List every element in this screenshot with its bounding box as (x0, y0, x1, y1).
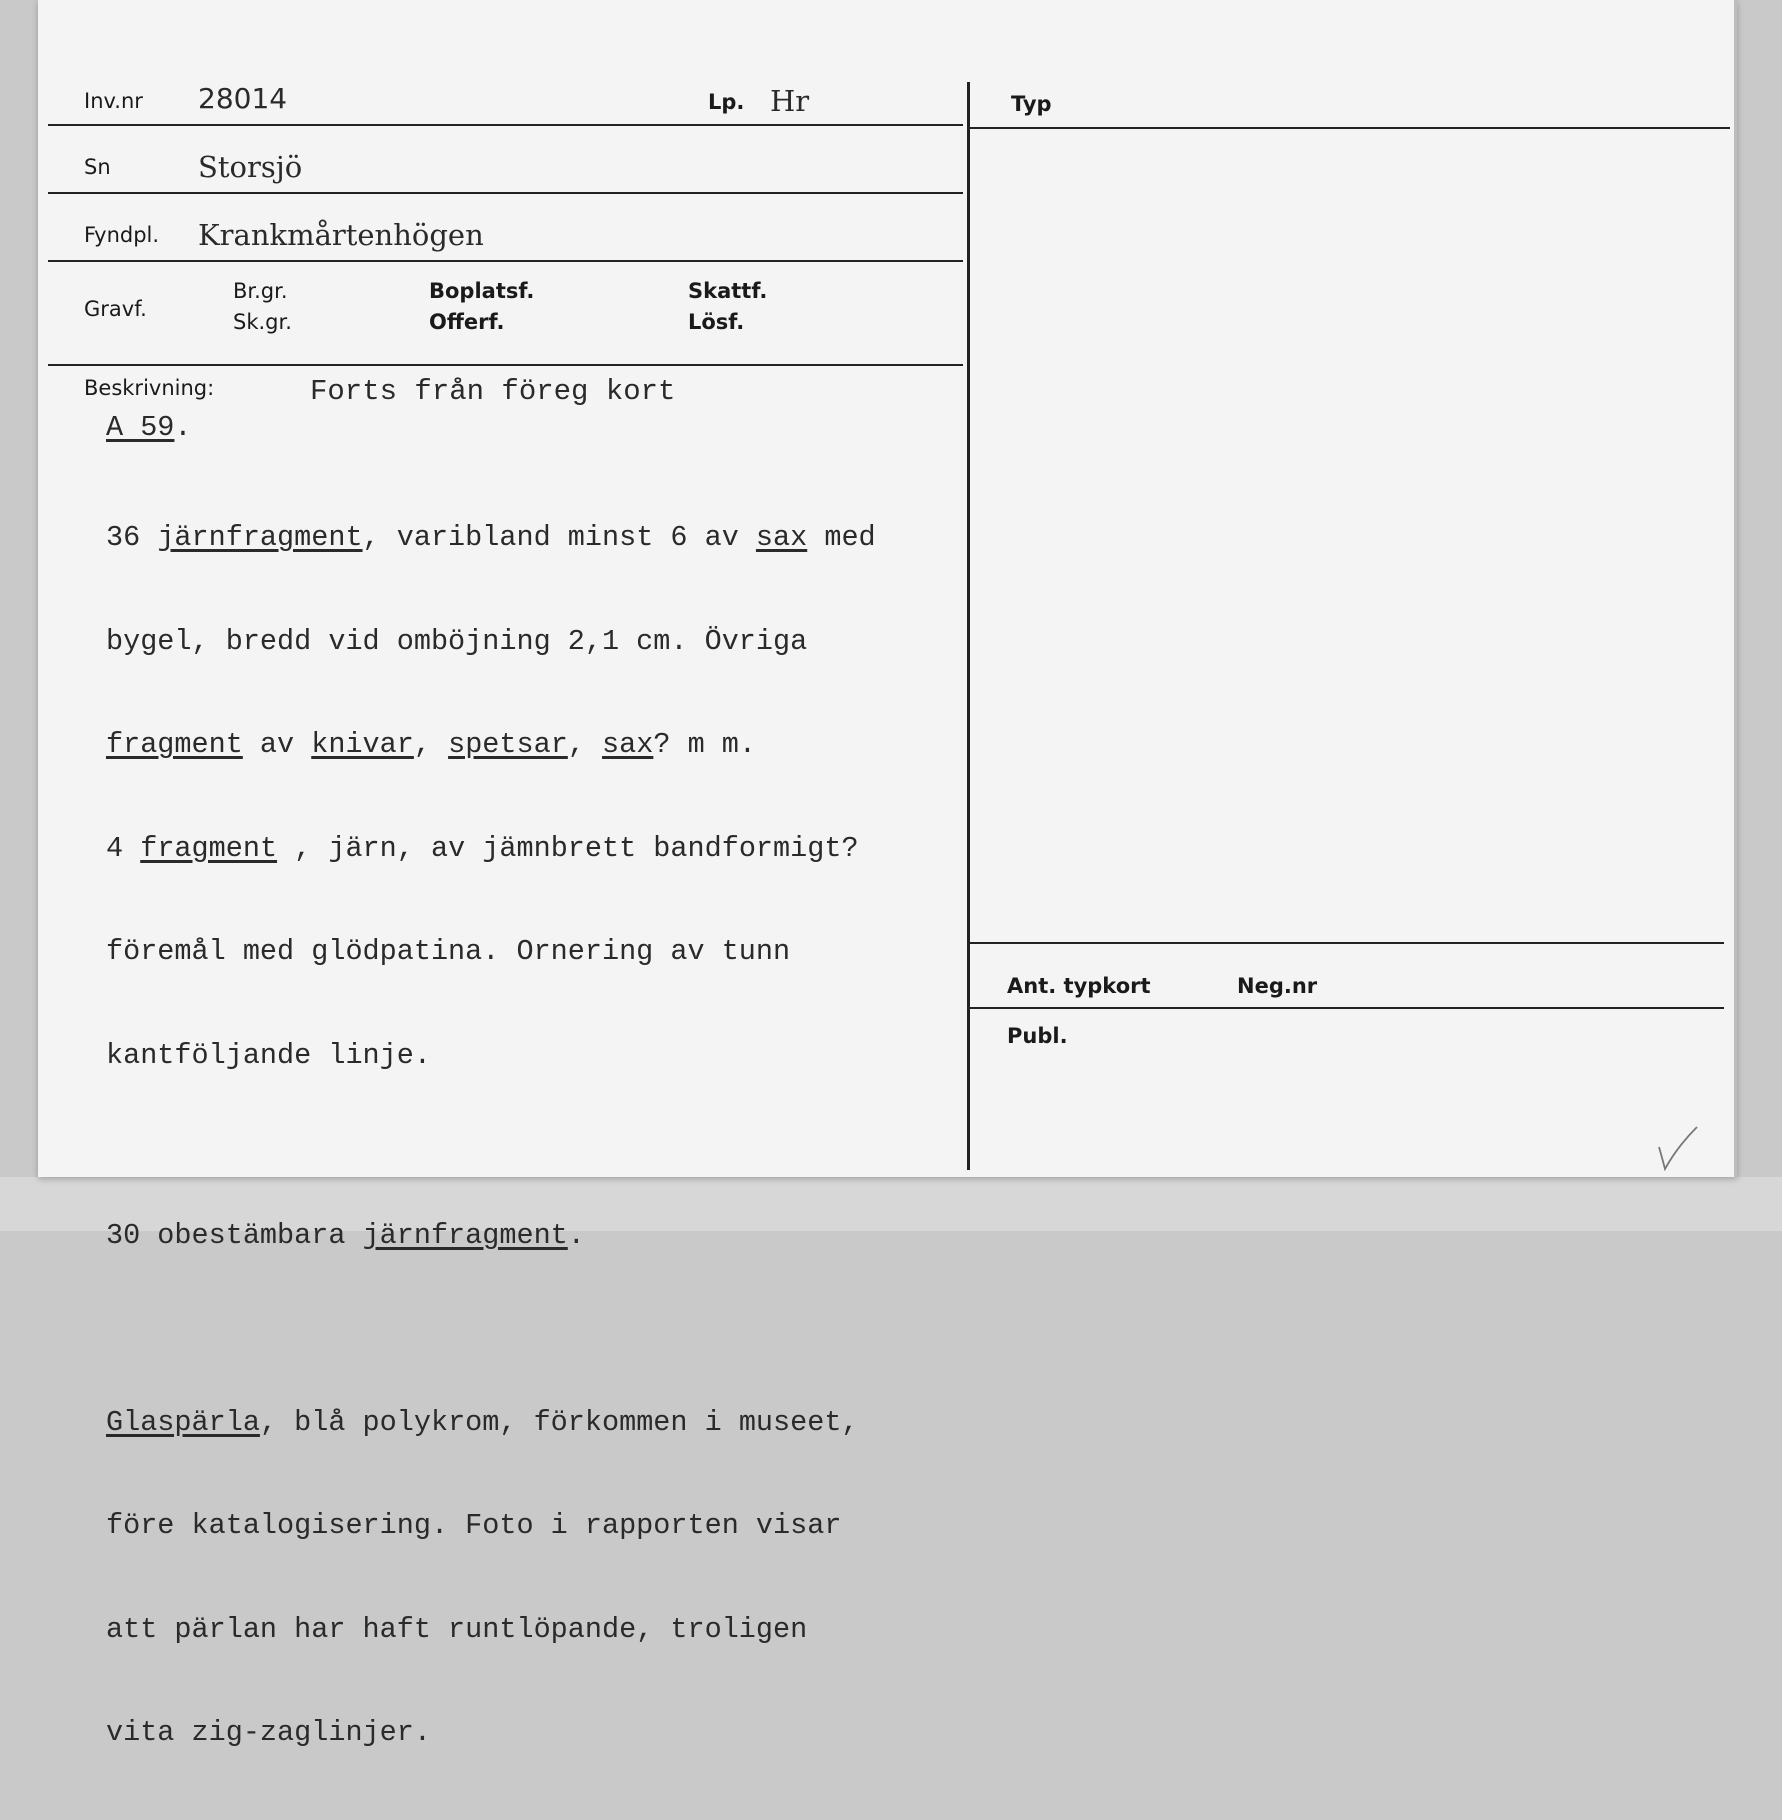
p1-line-4 (106, 832, 966, 867)
text-run: ? m m. (653, 728, 756, 761)
losf-label: Lösf. (688, 310, 745, 334)
rule-inv (48, 124, 963, 126)
lp-value: Hr (770, 84, 810, 118)
lp-label: Lp. (708, 90, 745, 114)
rule-gravf (48, 364, 963, 366)
keyword-underlined: Glaspärla (106, 1405, 260, 1439)
offerf-label: Offerf. (429, 310, 505, 334)
p1-line-1 (106, 521, 966, 556)
paragraph-1 (106, 452, 966, 1142)
text-run: . (567, 1219, 585, 1252)
heading-number: A 59 (106, 411, 175, 444)
text-run: , blå polykrom, förkommen i museet, (259, 1405, 859, 1439)
text-run: , (567, 728, 603, 761)
beskrivning-label: Beskrivning: (84, 376, 215, 400)
p3-line-2: före katalogisering. Foto i rapporten visar (106, 1509, 842, 1542)
p1-line-5: föremål med glödpatina. Ornering av tunn (106, 935, 791, 968)
rule-ant-top (970, 942, 1724, 944)
rule-ant-bottom (970, 1007, 1724, 1009)
typ-label: Typ (1011, 92, 1052, 116)
rule-sn (48, 192, 963, 194)
keyword-underlined: järnfragment (362, 1219, 568, 1252)
text-run: 4 (106, 831, 141, 865)
ant-typkort-label: Ant. typkort (1007, 974, 1151, 998)
inv-value: 28014 (198, 82, 288, 115)
sn-value: Storsjö (198, 150, 303, 184)
text-run: 36 (106, 521, 158, 554)
beskrivning-intro: Forts från föreg kort (310, 375, 676, 408)
keyword-underlined: fragment (140, 831, 278, 865)
rule-fyndpl (48, 260, 963, 262)
keyword-underlined: knivar (311, 728, 414, 761)
p2-line-1 (106, 1219, 966, 1254)
rule-typ (970, 127, 1730, 129)
description-body (106, 452, 966, 1820)
skgr-label: Sk.gr. (233, 310, 292, 334)
p1-line-6: kantföljande linje. (106, 1038, 431, 1072)
keyword-underlined: fragment (106, 728, 243, 761)
text-run: , järn, av jämnbrett bandformigt? (277, 831, 859, 865)
text-run: med (807, 521, 876, 554)
p3-line-4: vita zig-zaglinjer. (106, 1716, 431, 1749)
p1-line-2: bygel, bredd vid omböjning 2,1 cm. Övriga (106, 624, 808, 658)
gravf-label: Gravf. (84, 297, 147, 321)
brgr-label: Br.gr. (233, 279, 288, 303)
paragraph-3 (106, 1337, 966, 1820)
text-run: , varibland minst 6 av (362, 521, 756, 554)
fyndpl-label: Fyndpl. (84, 223, 160, 247)
keyword-underlined: spetsar (448, 728, 568, 761)
text-run: 30 obestämbara (106, 1219, 363, 1252)
keyword-underlined: järnfragment (157, 521, 363, 554)
paragraph-2 (106, 1150, 966, 1323)
keyword-underlined: sax (602, 728, 654, 761)
heading-suffix: . (174, 411, 192, 444)
inv-label: Inv.nr (84, 89, 143, 113)
text-run: , (413, 728, 449, 761)
publ-label: Publ. (1007, 1024, 1068, 1048)
skattf-label: Skattf. (688, 279, 768, 303)
fyndpl-value: Krankmårtenhögen (198, 218, 484, 252)
p1-line-3 (106, 728, 966, 763)
p3-line-1 (106, 1406, 966, 1441)
keyword-underlined: sax (755, 521, 808, 554)
p3-line-3: att pärlan har haft runtlöpande, troligen (106, 1612, 808, 1646)
sn-label: Sn (84, 155, 111, 179)
neg-nr-label: Neg.nr (1237, 974, 1318, 998)
text-run: av (242, 728, 312, 761)
description-heading (106, 411, 192, 444)
checkmark-icon (1655, 1125, 1699, 1171)
boplatsf-label: Boplatsf. (429, 279, 535, 303)
